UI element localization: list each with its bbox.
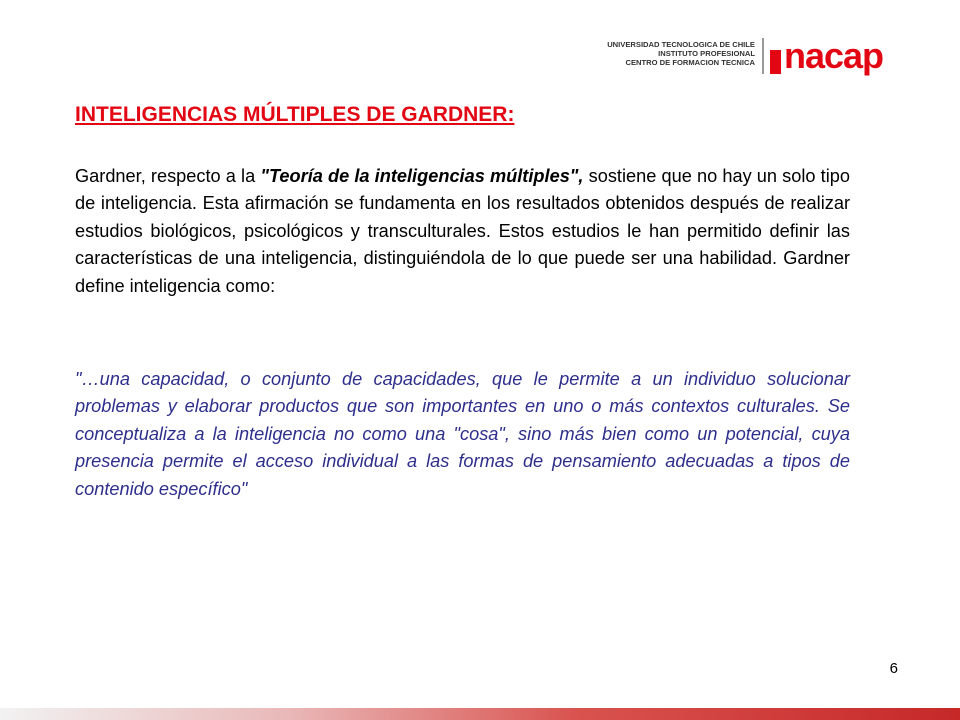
footer-gradient-bar — [0, 708, 960, 720]
page-number: 6 — [889, 660, 898, 677]
institution-lines — [590, 40, 755, 67]
intro-text-end: sostiene que no hay un solo tipo de inteligencia. Esta afirmación se fundamenta en los resultados obtenidos después de realizar estudios biológicos, psicológicos y transculturales. Estos estudios le han permitido definir las características de una inteligencia, distinguiéndola de lo que puede ser una habilidad. Gardner define inteligencia como: — [75, 166, 850, 296]
logo-divider — [762, 38, 764, 74]
intro-text-start: Gardner, respecto a la — [75, 166, 261, 186]
institution-line-1: UNIVERSIDAD TECNOLOGICA DE CHILE — [607, 40, 755, 49]
inacap-logo — [590, 35, 910, 82]
theory-name: "Teoría de la inteligencias múltiples", — [260, 166, 584, 186]
slide-title: INTELIGENCIAS MÚLTIPLES DE GARDNER: — [75, 103, 515, 126]
institution-line-3: CENTRO DE FORMACION TECNICA — [625, 58, 755, 67]
definition-quote: "…una capacidad, o conjunto de capacidades, que le permite a un individuo solucionar problemas y elaborar productos que son importantes en uno o más contextos culturales. Se conceptualiza a la inteligencia no como una "cosa", sino más bien como un potencial, cuya presencia permite el acceso individual a las formas de pensamiento adecuadas a tipos de contenido específico" — [75, 369, 850, 499]
logo-word-text: nacap — [784, 35, 884, 76]
intro-paragraph — [75, 163, 850, 300]
institution-line-2: INSTITUTO PROFESIONAL — [658, 49, 755, 58]
logo-wordmark — [770, 35, 910, 78]
logo-i-bar-icon — [770, 50, 781, 74]
